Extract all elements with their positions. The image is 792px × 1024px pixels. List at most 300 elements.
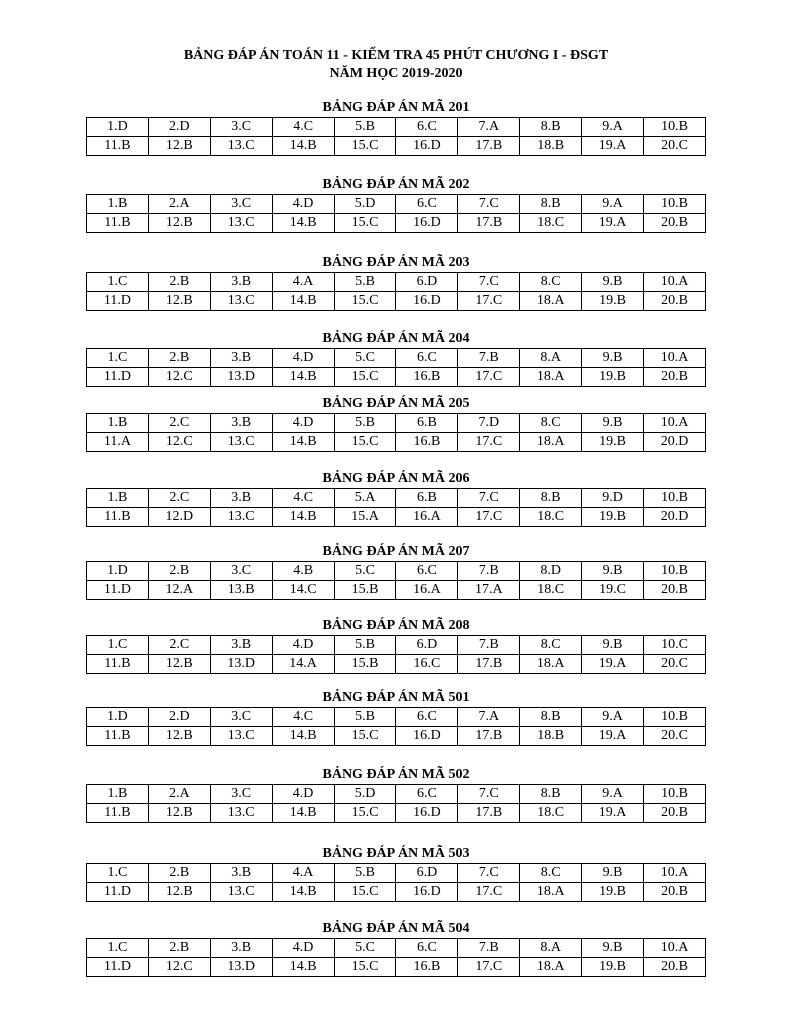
answer-cell: 8.B — [520, 708, 582, 727]
answer-cell: 3.C — [210, 195, 272, 214]
answer-cell: 3.B — [210, 636, 272, 655]
answer-cell: 5.A — [334, 489, 396, 508]
answer-cell: 12.B — [148, 292, 210, 311]
answer-cell: 13.C — [210, 433, 272, 452]
answer-cell: 6.C — [396, 785, 458, 804]
answer-cell: 8.B — [520, 489, 582, 508]
answer-cell: 16.D — [396, 883, 458, 902]
answer-cell: 17.C — [458, 958, 520, 977]
answer-cell: 8.C — [520, 273, 582, 292]
answer-cell: 15.B — [334, 655, 396, 674]
answer-cell: 8.C — [520, 414, 582, 433]
answer-cell: 10.A — [644, 349, 706, 368]
table-row — [87, 508, 706, 527]
answer-cell: 10.B — [644, 489, 706, 508]
answer-cell: 9.B — [582, 273, 644, 292]
answer-cell: 10.A — [644, 864, 706, 883]
answer-cell: 10.B — [644, 195, 706, 214]
answer-cell: 11.A — [87, 433, 149, 452]
answer-cell: 7.B — [458, 636, 520, 655]
answer-cell: 3.C — [210, 785, 272, 804]
answer-cell: 9.D — [582, 489, 644, 508]
answer-cell: 4.D — [272, 195, 334, 214]
answer-cell: 8.B — [520, 195, 582, 214]
table-row — [87, 804, 706, 823]
answer-cell: 19.B — [582, 433, 644, 452]
table-row — [87, 727, 706, 746]
answer-cell: 4.C — [272, 118, 334, 137]
answer-table — [86, 117, 706, 156]
answer-cell: 15.B — [334, 581, 396, 600]
answer-cell: 4.D — [272, 939, 334, 958]
answer-cell: 6.C — [396, 118, 458, 137]
answer-cell: 12.C — [148, 433, 210, 452]
answer-cell: 12.B — [148, 883, 210, 902]
answer-cell: 4.D — [272, 349, 334, 368]
answer-cell: 18.A — [520, 655, 582, 674]
answer-cell: 4.D — [272, 636, 334, 655]
answer-cell: 13.B — [210, 581, 272, 600]
answer-cell: 18.C — [520, 508, 582, 527]
table-row — [87, 581, 706, 600]
table-row — [87, 708, 706, 727]
answer-cell: 10.B — [644, 785, 706, 804]
answer-cell: 18.A — [520, 292, 582, 311]
answer-cell: 2.B — [148, 349, 210, 368]
answer-cell: 12.A — [148, 581, 210, 600]
answer-cell: 10.B — [644, 118, 706, 137]
answer-cell: 2.B — [148, 864, 210, 883]
answer-section — [86, 617, 706, 674]
answer-cell: 9.B — [582, 562, 644, 581]
answer-cell: 16.B — [396, 958, 458, 977]
table-row — [87, 273, 706, 292]
answer-cell: 7.C — [458, 489, 520, 508]
answer-cell: 9.A — [582, 785, 644, 804]
table-row — [87, 292, 706, 311]
answer-cell: 6.C — [396, 708, 458, 727]
answer-cell: 19.B — [582, 883, 644, 902]
answer-cell: 1.C — [87, 349, 149, 368]
answer-cell: 16.D — [396, 214, 458, 233]
answer-cell: 17.B — [458, 804, 520, 823]
answer-cell: 1.C — [87, 273, 149, 292]
table-row — [87, 368, 706, 387]
answer-cell: 1.B — [87, 195, 149, 214]
answer-cell: 16.A — [396, 581, 458, 600]
answer-cell: 13.D — [210, 655, 272, 674]
answer-cell: 18.A — [520, 433, 582, 452]
answer-cell: 11.D — [87, 292, 149, 311]
answer-cell: 16.D — [396, 804, 458, 823]
answer-cell: 20.B — [644, 581, 706, 600]
answer-cell: 5.C — [334, 939, 396, 958]
answer-cell: 18.C — [520, 581, 582, 600]
answer-cell: 9.B — [582, 864, 644, 883]
answer-section — [86, 99, 706, 156]
answer-cell: 14.B — [272, 727, 334, 746]
answer-cell: 8.C — [520, 636, 582, 655]
answer-cell: 18.A — [520, 958, 582, 977]
answer-cell: 5.B — [334, 636, 396, 655]
answer-cell: 3.B — [210, 273, 272, 292]
answer-cell: 10.B — [644, 562, 706, 581]
answer-cell: 2.B — [148, 939, 210, 958]
section-title: BẢNG ĐÁP ÁN MÃ 202 — [322, 177, 470, 192]
answer-cell: 4.A — [272, 273, 334, 292]
answer-cell: 12.B — [148, 804, 210, 823]
answer-cell: 17.C — [458, 883, 520, 902]
answer-cell: 9.A — [582, 708, 644, 727]
answer-cell: 20.B — [644, 368, 706, 387]
answer-cell: 5.B — [334, 414, 396, 433]
answer-cell: 18.C — [520, 804, 582, 823]
answer-cell: 17.C — [458, 508, 520, 527]
answer-table — [86, 413, 706, 452]
answer-cell: 20.C — [644, 655, 706, 674]
answer-cell: 6.D — [396, 864, 458, 883]
answer-cell: 11.D — [87, 368, 149, 387]
answer-cell: 4.B — [272, 562, 334, 581]
table-row — [87, 864, 706, 883]
answer-cell: 19.C — [582, 581, 644, 600]
section-title: BẢNG ĐÁP ÁN MÃ 207 — [322, 544, 470, 559]
answer-cell: 14.B — [272, 508, 334, 527]
answer-section — [86, 766, 706, 823]
section-title: BẢNG ĐÁP ÁN MÃ 501 — [322, 690, 470, 705]
section-title: BẢNG ĐÁP ÁN MÃ 206 — [322, 471, 470, 486]
answer-cell: 20.C — [644, 137, 706, 156]
answer-cell: 20.D — [644, 433, 706, 452]
answer-cell: 11.D — [87, 958, 149, 977]
answer-cell: 1.D — [87, 562, 149, 581]
answer-cell: 9.A — [582, 195, 644, 214]
answer-cell: 14.B — [272, 368, 334, 387]
answer-cell: 11.D — [87, 581, 149, 600]
answer-cell: 3.B — [210, 489, 272, 508]
answer-cell: 18.C — [520, 214, 582, 233]
section-title: BẢNG ĐÁP ÁN MÃ 208 — [322, 618, 470, 633]
answer-cell: 2.D — [148, 708, 210, 727]
answer-cell: 13.C — [210, 214, 272, 233]
answer-table — [86, 635, 706, 674]
answer-cell: 3.C — [210, 708, 272, 727]
answer-cell: 19.A — [582, 727, 644, 746]
answer-table — [86, 707, 706, 746]
answer-cell: 2.B — [148, 562, 210, 581]
answer-cell: 13.C — [210, 804, 272, 823]
answer-section — [86, 330, 706, 387]
answer-cell: 10.A — [644, 939, 706, 958]
answer-cell: 15.C — [334, 214, 396, 233]
answer-cell: 3.B — [210, 414, 272, 433]
answer-cell: 20.B — [644, 214, 706, 233]
answer-cell: 7.D — [458, 414, 520, 433]
answer-cell: 16.C — [396, 655, 458, 674]
answer-cell: 3.C — [210, 562, 272, 581]
answer-cell: 2.C — [148, 414, 210, 433]
answer-cell: 7.C — [458, 195, 520, 214]
answer-cell: 13.C — [210, 883, 272, 902]
answer-cell: 20.B — [644, 804, 706, 823]
answer-cell: 5.B — [334, 708, 396, 727]
answer-cell: 9.B — [582, 349, 644, 368]
table-row — [87, 655, 706, 674]
answer-cell: 14.B — [272, 433, 334, 452]
answer-table — [86, 348, 706, 387]
answer-cell: 15.C — [334, 958, 396, 977]
answer-cell: 1.B — [87, 785, 149, 804]
answer-table — [86, 272, 706, 311]
answer-cell: 7.C — [458, 273, 520, 292]
answer-cell: 2.C — [148, 636, 210, 655]
answer-cell: 20.B — [644, 883, 706, 902]
answer-cell: 4.C — [272, 708, 334, 727]
answer-cell: 10.C — [644, 636, 706, 655]
answer-cell: 14.B — [272, 958, 334, 977]
answer-cell: 15.C — [334, 433, 396, 452]
answer-cell: 19.A — [582, 137, 644, 156]
table-row — [87, 414, 706, 433]
answer-cell: 17.A — [458, 581, 520, 600]
answer-cell: 10.A — [644, 273, 706, 292]
answer-cell: 6.D — [396, 636, 458, 655]
answer-cell: 11.B — [87, 655, 149, 674]
answer-table — [86, 938, 706, 977]
answer-cell: 14.B — [272, 292, 334, 311]
answer-cell: 12.B — [148, 727, 210, 746]
answer-cell: 18.B — [520, 727, 582, 746]
answer-cell: 13.D — [210, 368, 272, 387]
answer-cell: 17.C — [458, 292, 520, 311]
answer-cell: 20.C — [644, 727, 706, 746]
answer-section — [86, 920, 706, 977]
answer-cell: 12.B — [148, 214, 210, 233]
answer-cell: 3.C — [210, 118, 272, 137]
answer-table — [86, 863, 706, 902]
answer-table — [86, 194, 706, 233]
answer-cell: 11.D — [87, 883, 149, 902]
answer-cell: 6.D — [396, 273, 458, 292]
answer-cell: 11.B — [87, 508, 149, 527]
answer-cell: 19.A — [582, 804, 644, 823]
answer-cell: 19.B — [582, 958, 644, 977]
answer-section — [86, 845, 706, 902]
answer-cell: 1.C — [87, 864, 149, 883]
answer-cell: 7.B — [458, 349, 520, 368]
answer-cell: 13.C — [210, 508, 272, 527]
answer-cell: 5.C — [334, 349, 396, 368]
answer-cell: 4.D — [272, 414, 334, 433]
table-row — [87, 958, 706, 977]
answer-cell: 15.C — [334, 292, 396, 311]
section-title: BẢNG ĐÁP ÁN MÃ 204 — [322, 331, 470, 346]
answer-cell: 14.C — [272, 581, 334, 600]
answer-cell: 16.B — [396, 433, 458, 452]
answer-cell: 3.B — [210, 349, 272, 368]
answer-cell: 9.B — [582, 939, 644, 958]
answer-cell: 6.C — [396, 195, 458, 214]
answer-cell: 6.B — [396, 414, 458, 433]
section-title: BẢNG ĐÁP ÁN MÃ 502 — [322, 767, 470, 782]
table-row — [87, 883, 706, 902]
answer-cell: 15.C — [334, 804, 396, 823]
answer-cell: 2.C — [148, 489, 210, 508]
answer-cell: 13.C — [210, 727, 272, 746]
answer-cell: 8.B — [520, 785, 582, 804]
answer-cell: 12.C — [148, 958, 210, 977]
section-title: BẢNG ĐÁP ÁN MÃ 205 — [322, 396, 470, 411]
answer-cell: 1.B — [87, 414, 149, 433]
answer-cell: 11.B — [87, 214, 149, 233]
answer-table — [86, 561, 706, 600]
answer-cell: 6.C — [396, 562, 458, 581]
answer-cell: 19.B — [582, 292, 644, 311]
table-row — [87, 562, 706, 581]
answer-cell: 12.C — [148, 368, 210, 387]
answer-cell: 19.B — [582, 368, 644, 387]
answer-cell: 6.C — [396, 349, 458, 368]
section-title: BẢNG ĐÁP ÁN MÃ 503 — [322, 846, 470, 861]
answer-cell: 5.B — [334, 864, 396, 883]
table-row — [87, 214, 706, 233]
answer-section — [86, 470, 706, 527]
answer-cell: 8.A — [520, 939, 582, 958]
answer-cell: 13.D — [210, 958, 272, 977]
answer-cell: 7.A — [458, 708, 520, 727]
answer-cell: 13.C — [210, 137, 272, 156]
answer-cell: 5.B — [334, 273, 396, 292]
answer-cell: 14.A — [272, 655, 334, 674]
answer-cell: 12.B — [148, 137, 210, 156]
table-row — [87, 349, 706, 368]
section-title: BẢNG ĐÁP ÁN MÃ 203 — [322, 255, 470, 270]
table-row — [87, 195, 706, 214]
answer-cell: 20.D — [644, 508, 706, 527]
answer-cell: 1.D — [87, 118, 149, 137]
answer-cell: 4.D — [272, 785, 334, 804]
answer-cell: 11.B — [87, 727, 149, 746]
answer-cell: 2.A — [148, 785, 210, 804]
answer-cell: 7.B — [458, 939, 520, 958]
answer-cell: 3.B — [210, 939, 272, 958]
answer-cell: 6.C — [396, 939, 458, 958]
answer-cell: 9.B — [582, 636, 644, 655]
answer-cell: 11.B — [87, 804, 149, 823]
answer-cell: 5.B — [334, 118, 396, 137]
answer-cell: 14.B — [272, 137, 334, 156]
answer-cell: 14.B — [272, 883, 334, 902]
answer-cell: 8.A — [520, 349, 582, 368]
answer-cell: 1.B — [87, 489, 149, 508]
answer-cell: 19.A — [582, 214, 644, 233]
answer-cell: 15.C — [334, 727, 396, 746]
school-year: NĂM HỌC 2019-2020 — [329, 66, 463, 81]
answer-cell: 18.A — [520, 883, 582, 902]
answer-table — [86, 784, 706, 823]
answer-cell: 7.C — [458, 864, 520, 883]
answer-cell: 7.B — [458, 562, 520, 581]
answer-section — [86, 543, 706, 600]
table-row — [87, 433, 706, 452]
answer-cell: 15.C — [334, 368, 396, 387]
answer-cell: 2.A — [148, 195, 210, 214]
answer-cell: 3.B — [210, 864, 272, 883]
table-row — [87, 489, 706, 508]
answer-cell: 20.B — [644, 292, 706, 311]
answer-cell: 16.B — [396, 368, 458, 387]
answer-cell: 1.D — [87, 708, 149, 727]
answer-cell: 17.B — [458, 137, 520, 156]
answer-cell: 4.C — [272, 489, 334, 508]
document-title: BẢNG ĐÁP ÁN TOÁN 11 - KIỂM TRA 45 PHÚT CHƯƠNG I - ĐSGT — [183, 48, 609, 63]
answer-cell: 8.C — [520, 864, 582, 883]
answer-cell: 14.B — [272, 214, 334, 233]
answer-cell: 9.A — [582, 118, 644, 137]
answer-cell: 13.C — [210, 292, 272, 311]
answer-cell: 15.C — [334, 883, 396, 902]
answer-cell: 12.D — [148, 508, 210, 527]
answer-cell: 9.B — [582, 414, 644, 433]
answer-cell: 20.B — [644, 958, 706, 977]
answer-cell: 15.C — [334, 137, 396, 156]
section-title: BẢNG ĐÁP ÁN MÃ 504 — [322, 921, 470, 936]
answer-cell: 19.B — [582, 508, 644, 527]
answer-cell: 17.B — [458, 655, 520, 674]
answer-table — [86, 488, 706, 527]
table-row — [87, 785, 706, 804]
answer-cell: 5.D — [334, 785, 396, 804]
answer-section — [86, 254, 706, 311]
answer-section — [86, 689, 706, 746]
answer-cell: 7.A — [458, 118, 520, 137]
answer-cell: 10.B — [644, 708, 706, 727]
answer-cell: 17.B — [458, 727, 520, 746]
answer-cell: 18.B — [520, 137, 582, 156]
table-row — [87, 939, 706, 958]
answer-cell: 2.B — [148, 273, 210, 292]
answer-cell: 12.B — [148, 655, 210, 674]
answer-cell: 11.B — [87, 137, 149, 156]
answer-cell: 18.A — [520, 368, 582, 387]
answer-cell: 16.D — [396, 137, 458, 156]
answer-cell: 16.A — [396, 508, 458, 527]
answer-cell: 14.B — [272, 804, 334, 823]
answer-cell: 5.C — [334, 562, 396, 581]
answer-cell: 1.C — [87, 636, 149, 655]
answer-section — [86, 395, 706, 452]
answer-cell: 8.B — [520, 118, 582, 137]
answer-section — [86, 176, 706, 233]
answer-cell: 16.D — [396, 292, 458, 311]
answer-cell: 17.C — [458, 433, 520, 452]
answer-cell: 6.B — [396, 489, 458, 508]
answer-cell: 17.B — [458, 214, 520, 233]
table-row — [87, 636, 706, 655]
answer-cell: 2.D — [148, 118, 210, 137]
answer-cell: 19.A — [582, 655, 644, 674]
answer-cell: 4.A — [272, 864, 334, 883]
table-row — [87, 137, 706, 156]
answer-cell: 17.C — [458, 368, 520, 387]
answer-cell: 7.C — [458, 785, 520, 804]
answer-cell: 10.A — [644, 414, 706, 433]
answer-cell: 8.D — [520, 562, 582, 581]
section-title: BẢNG ĐÁP ÁN MÃ 201 — [322, 100, 470, 115]
answer-cell: 16.D — [396, 727, 458, 746]
answer-cell: 15.A — [334, 508, 396, 527]
table-row — [87, 118, 706, 137]
